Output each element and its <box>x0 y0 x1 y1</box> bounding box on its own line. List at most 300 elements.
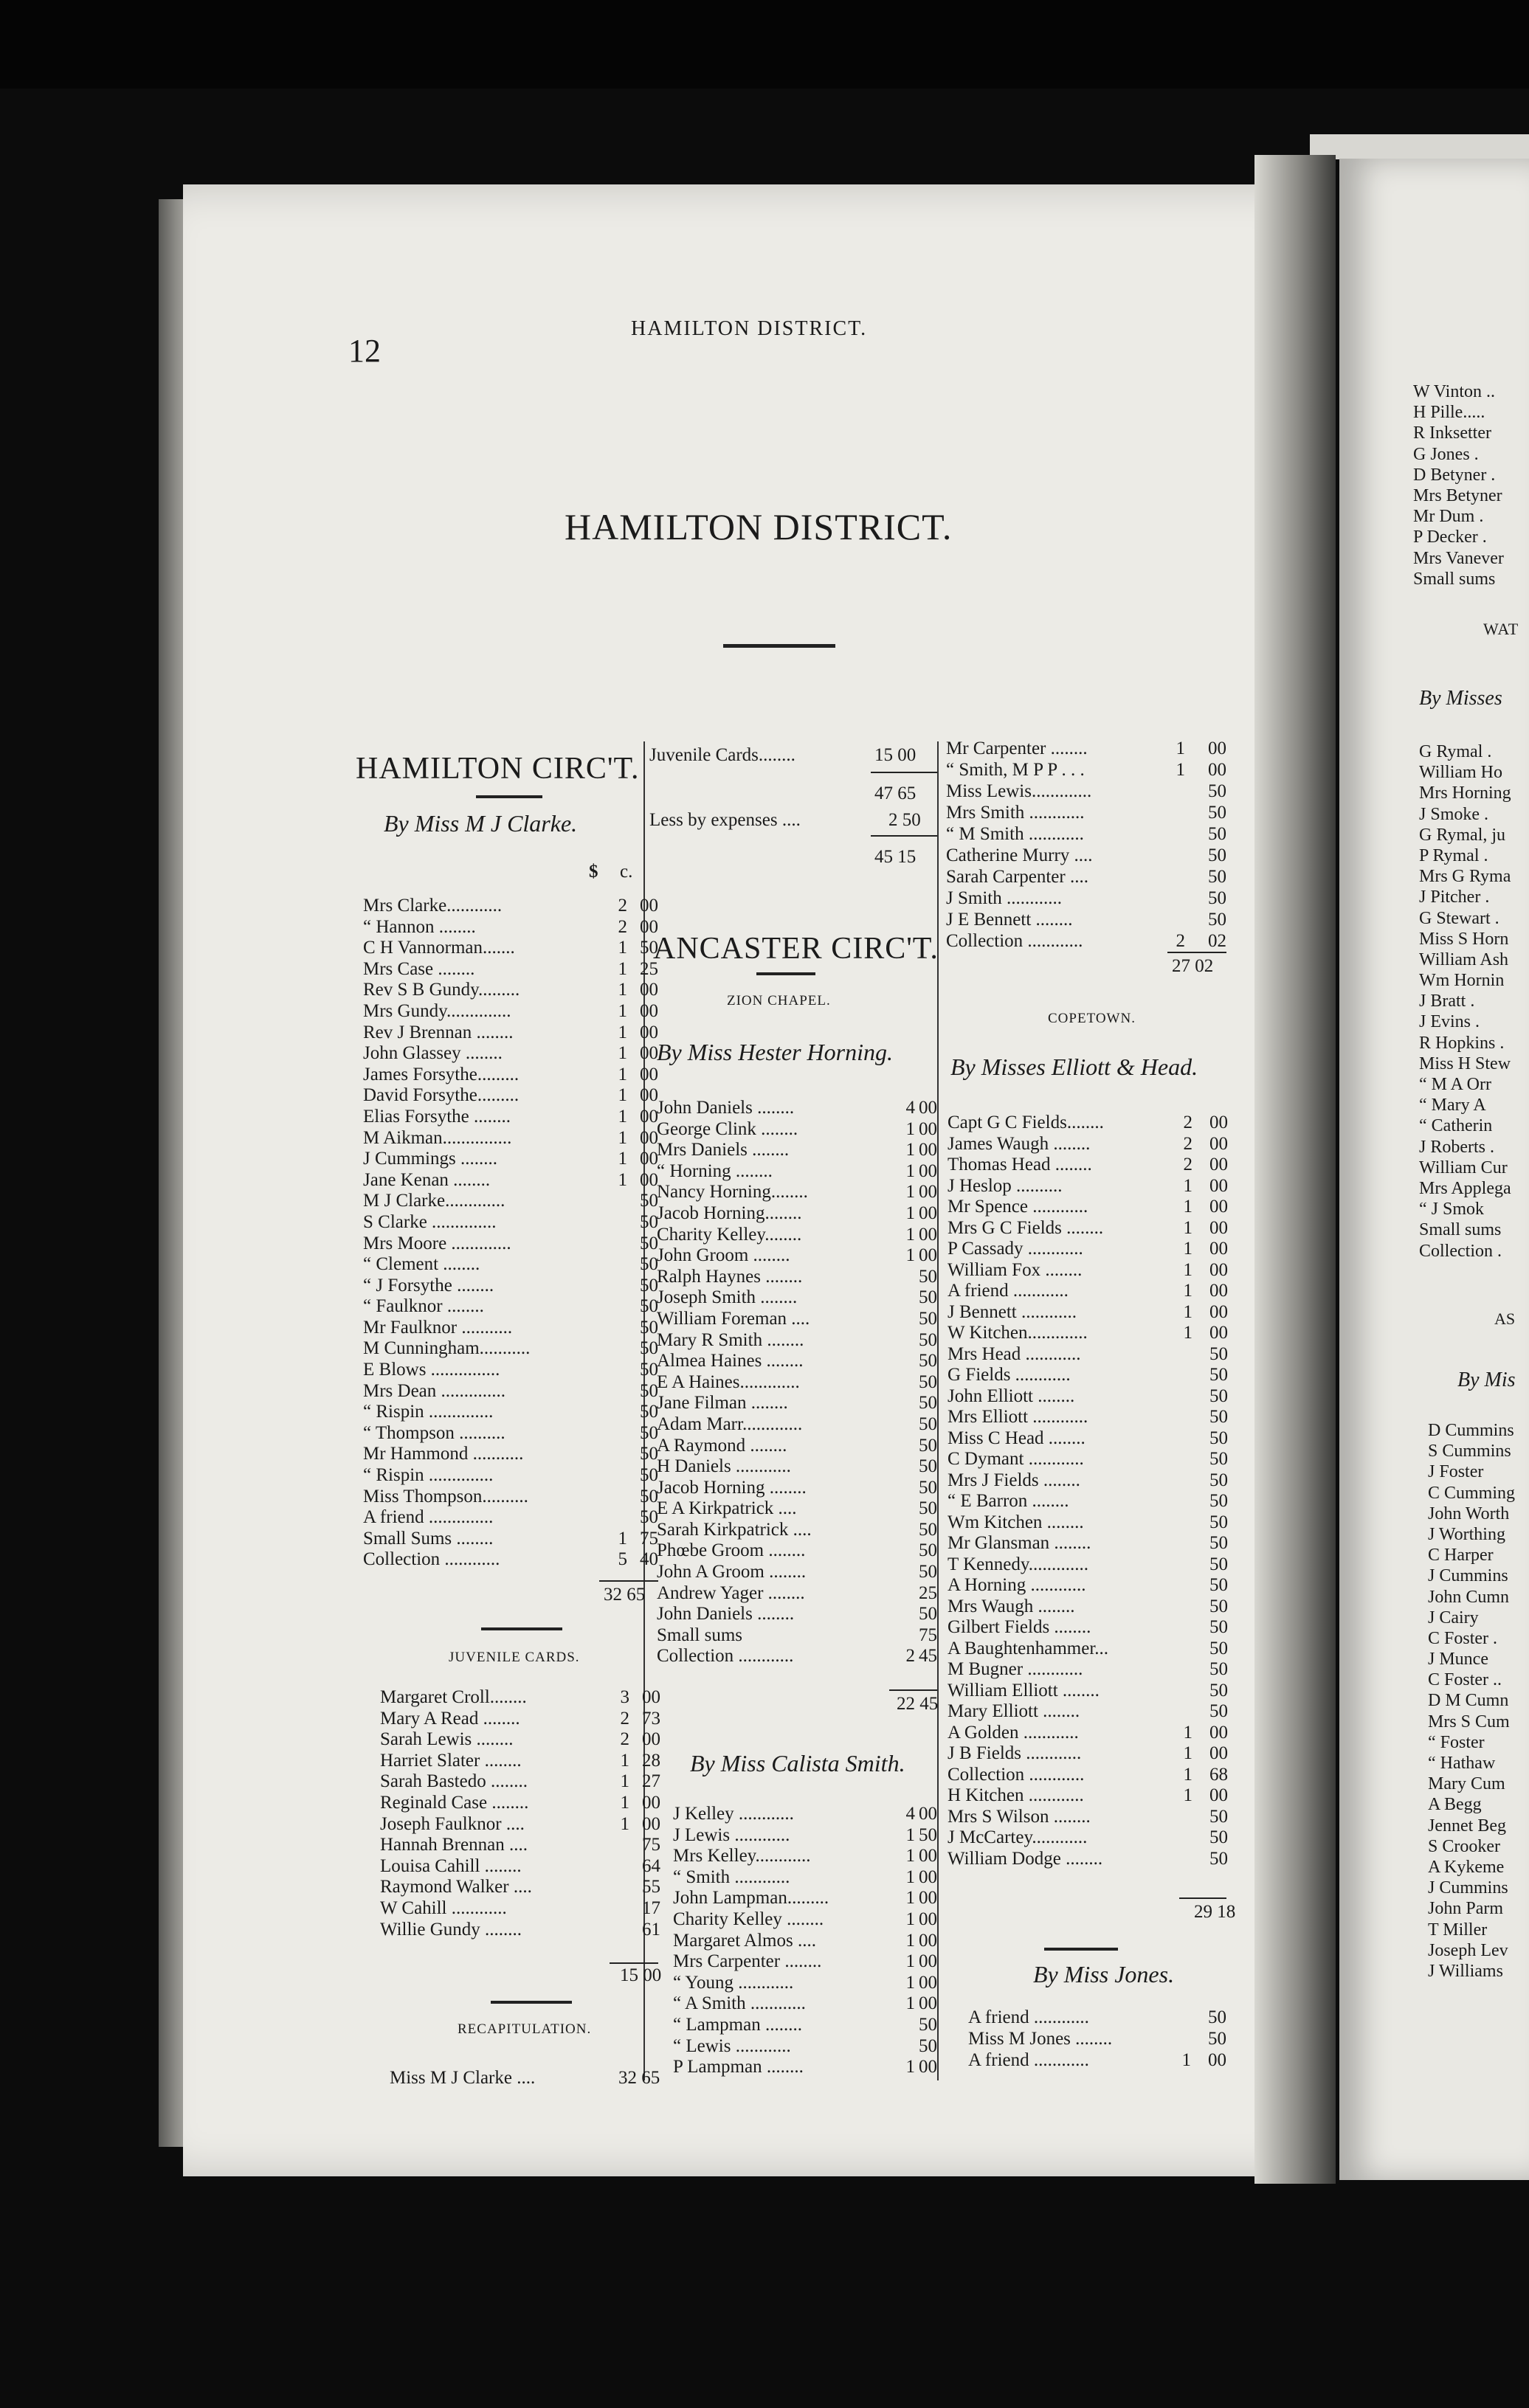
contributor-name: Hannah Brennan .... <box>380 1835 528 1855</box>
cents-label: c. <box>620 862 633 882</box>
contributor-name: “ Clement ........ <box>363 1254 480 1275</box>
total-cents: 00 <box>643 1965 662 1985</box>
amount-dollars: 1 <box>618 1169 627 1190</box>
amount-cents: 50 <box>1208 888 1226 908</box>
ledger-row <box>657 1393 937 1414</box>
right-block-1 <box>1413 381 1529 589</box>
ledger-row <box>380 1898 660 1920</box>
ledger-row <box>673 2036 937 2058</box>
ledger-row <box>948 1596 1228 1618</box>
amount-cents: 73 <box>642 1708 660 1729</box>
amount-cents: 50 <box>1208 781 1226 801</box>
ledger-row <box>948 1743 1228 1765</box>
contributor-name: A Begg <box>1428 1795 1482 1815</box>
amount-cents: 50 <box>919 1498 937 1519</box>
amount-cents: 50 <box>919 1329 937 1350</box>
contributor-name: J E Bennett ........ <box>946 910 1073 930</box>
contributor-name: Mrs Horning <box>1419 783 1511 803</box>
contributor-name: J Kelley ............ <box>673 1804 794 1824</box>
ledger-row <box>1428 1441 1529 1461</box>
ledger-row <box>1419 866 1529 887</box>
ledger-row <box>1428 1836 1529 1857</box>
right-block-2 <box>1419 741 1529 1262</box>
ledger-row <box>657 1520 937 1541</box>
hamilton-circuit-heading: HAMILTON CIRC'T. <box>356 752 640 786</box>
ledger-row <box>948 1407 1228 1428</box>
ledger-row <box>1428 1878 1529 1898</box>
page-number: 12 <box>348 333 381 369</box>
amount-dollars: 45 <box>874 847 893 867</box>
ledger-row <box>657 1414 937 1436</box>
juvenile-cards-line: Juvenile Cards........ <box>649 745 795 765</box>
ledger-row <box>1428 1690 1529 1711</box>
contributor-name: C Foster .. <box>1428 1670 1502 1690</box>
amount-cents: 00 <box>1209 1259 1228 1280</box>
amount-cents: 75 <box>642 1835 660 1855</box>
ledger-row <box>657 1309 937 1330</box>
contributor-name: “ Lampman ........ <box>673 2014 802 2035</box>
amount-cents: 50 <box>1208 2007 1226 2027</box>
amount-cents: 00 <box>919 1098 937 1118</box>
contributor-name: Ralph Haynes ........ <box>657 1266 803 1287</box>
contributor-name: John Worth <box>1428 1504 1510 1523</box>
contributor-name: M J Clarke............. <box>363 1191 505 1211</box>
ledger-row <box>948 1807 1228 1828</box>
contributor-name: Mrs J Fields ........ <box>948 1470 1080 1490</box>
ledger-row <box>948 1701 1228 1723</box>
amount-cents: 50 <box>640 1422 658 1443</box>
amount-cents: 50 <box>640 1254 658 1275</box>
amount-cents: 00 <box>919 1224 937 1245</box>
ledger-row <box>363 959 658 980</box>
amount-dollars: 29 <box>1194 1902 1212 1922</box>
amount-cents: 50 <box>640 938 658 958</box>
contributor-name: Collection ............ <box>363 1549 500 1570</box>
amount-cents: 00 <box>642 1813 660 1834</box>
ledger-row <box>380 1771 660 1793</box>
ledger-row <box>673 1846 937 1867</box>
contributor-name: Mrs Clarke............ <box>363 896 503 916</box>
ledger-row <box>363 1149 658 1170</box>
ledger-row <box>363 1212 658 1234</box>
contributor-name: M Cunningham........... <box>363 1338 531 1359</box>
ledger-row <box>948 1155 1228 1176</box>
contributor-name: T Miller <box>1428 1920 1488 1940</box>
ledger-row <box>380 1920 660 1941</box>
amount-dollars: 1 <box>1183 1217 1193 1238</box>
contributor-name: Thomas Head ........ <box>948 1155 1092 1174</box>
contributor-name: T Kennedy............. <box>948 1554 1088 1574</box>
amount-cents: 50 <box>919 1308 937 1329</box>
amount-cents: 00 <box>640 1043 658 1064</box>
amount-dollars: 1 <box>1183 1175 1193 1196</box>
ledger-row <box>673 1973 937 1994</box>
ledger-row <box>948 1344 1228 1366</box>
ledger-row <box>363 1381 658 1402</box>
amount-cents: 00 <box>1208 738 1226 758</box>
contributor-name: Elias Forsythe ........ <box>363 1106 511 1127</box>
contributor-name: John Glassey ........ <box>363 1043 503 1064</box>
contributor-name: “ M Smith ............ <box>946 824 1084 844</box>
amount-dollars: 1 <box>1183 1323 1193 1343</box>
contributor-name: “ Foster <box>1428 1732 1485 1752</box>
contributor-name: R Inksetter <box>1413 423 1491 443</box>
right-heading-1: WAT <box>1483 620 1519 638</box>
ledger-row <box>968 2007 1226 2028</box>
ledger-row <box>948 1386 1228 1408</box>
contributor-name: D M Cumn <box>1428 1691 1509 1711</box>
amount-dollars: 1 <box>620 1771 629 1792</box>
ledger-row <box>363 1107 658 1128</box>
contributor-name: Louisa Cahill ........ <box>380 1855 522 1876</box>
right-block-3 <box>1428 1420 1529 1982</box>
copetown-heading: COPETOWN. <box>1048 1011 1136 1026</box>
total-rule <box>1179 1897 1226 1899</box>
contributor-name: P Decker . <box>1413 527 1487 547</box>
contributor-name: Sarah Carpenter .... <box>946 867 1088 887</box>
amount-cents: 00 <box>642 1729 660 1750</box>
contributor-name: H Daniels ............ <box>657 1456 791 1477</box>
contributor-name: J Cummins <box>1428 1566 1508 1586</box>
ledger-row <box>1419 1054 1529 1074</box>
contributor-name: Mrs Moore ............. <box>363 1233 511 1253</box>
contributor-name: Willie Gundy ........ <box>380 1919 522 1940</box>
amount-dollars: 2 <box>618 896 627 916</box>
amount-dollars: 1 <box>618 1064 627 1084</box>
contributor-name: J Cummins <box>1428 1878 1508 1898</box>
contributor-name: A friend ............ <box>968 2007 1089 2027</box>
ledger-row <box>946 738 1226 759</box>
amount-cents: 50 <box>1209 1827 1228 1847</box>
amount-dollars: 22 <box>897 1694 915 1714</box>
amount-dollars: 2 <box>620 1708 629 1729</box>
contributor-name: Miss S Horn <box>1419 929 1509 949</box>
ledger-row <box>673 1825 937 1847</box>
amount-dollars: 1 <box>905 1118 915 1139</box>
ledger-row <box>1428 1670 1529 1690</box>
amount-cents: 00 <box>919 1140 937 1160</box>
contributor-name: Mr Carpenter ........ <box>946 738 1088 758</box>
contributor-name: C H Vannorman....... <box>363 938 515 958</box>
contributor-name: Mrs Elliott ............ <box>948 1407 1088 1427</box>
ledger-row <box>657 1372 937 1394</box>
contributor-name: William Foreman .... <box>657 1308 810 1329</box>
contributor-name: J Evins . <box>1419 1012 1480 1032</box>
ledger-row <box>657 1182 937 1203</box>
ledger-row <box>1428 1483 1529 1504</box>
contributor-name: “ Young ............ <box>673 1972 794 1993</box>
ledger-row <box>363 1296 658 1318</box>
contributor-name: G Stewart . <box>1419 908 1499 928</box>
amount-dollars: 4 <box>905 1098 915 1118</box>
contributor-name: Mary A Read ........ <box>380 1708 520 1729</box>
section-rule <box>481 1627 562 1630</box>
book-gutter <box>1254 155 1336 2184</box>
ledger-row <box>1419 1219 1529 1240</box>
ledger-row <box>380 1793 660 1814</box>
ledger-row <box>1419 1033 1529 1054</box>
ledger-row <box>1419 1095 1529 1115</box>
ledger-row <box>948 1239 1228 1260</box>
amount-dollars: 1 <box>905 1182 915 1203</box>
contributor-name: John Daniels ........ <box>657 1604 795 1625</box>
contributor-name: R Hopkins . <box>1419 1033 1505 1053</box>
contributor-name: Mrs G Ryma <box>1419 867 1511 887</box>
amount-cents: 00 <box>919 2057 937 2077</box>
amount-cents: 50 <box>640 1402 658 1422</box>
heading-rule <box>476 795 542 798</box>
ancaster-cont-total <box>1172 956 1213 977</box>
ledger-row <box>657 1436 937 1457</box>
amount-dollars: 1 <box>905 1993 915 2014</box>
amount-dollars: 1 <box>618 1043 627 1064</box>
ledger-row <box>1419 804 1529 825</box>
copetown-list <box>948 1113 1228 1869</box>
ledger-row <box>1428 1774 1529 1794</box>
ledger-row <box>948 1176 1228 1197</box>
amount-cents: 45 <box>919 1694 939 1714</box>
ledger-row <box>363 1191 658 1212</box>
contributor-name: J Roberts . <box>1419 1137 1494 1157</box>
contributor-name: William Ho <box>1419 763 1503 783</box>
running-head: HAMILTON DISTRICT. <box>631 317 868 340</box>
amount-dollars: 1 <box>618 938 627 958</box>
amount-dollars: 1 <box>618 1528 627 1549</box>
contributor-name: Sarah Lewis ........ <box>380 1729 514 1750</box>
contributor-name: J Pitcher . <box>1419 888 1490 907</box>
contributor-name: Harriet Slater ........ <box>380 1750 522 1771</box>
right-byline-1: By Misses <box>1419 687 1502 710</box>
contributor-name: Mrs Smith ............ <box>946 803 1085 823</box>
ledger-row <box>1428 1920 1529 1940</box>
contributor-name: S Clarke .............. <box>363 1211 497 1232</box>
amount-cents: 00 <box>1209 1323 1228 1343</box>
ledger-row <box>380 1835 660 1856</box>
contributor-name: Jane Filman ........ <box>657 1393 788 1414</box>
contributor-name: John A Groom ........ <box>657 1562 807 1582</box>
contributor-name: Mary Elliott ........ <box>948 1701 1080 1721</box>
ledger-row <box>1428 1565 1529 1586</box>
contributor-name: Collection ............ <box>948 1764 1085 1785</box>
subtotal <box>874 783 916 804</box>
ledger-row <box>657 1604 937 1625</box>
zion-chapel-heading: ZION CHAPEL. <box>727 993 831 1008</box>
contributor-name: “ Hannon ........ <box>363 916 476 937</box>
ledger-row <box>673 1931 937 1952</box>
ledger-row <box>363 1065 658 1086</box>
amount-dollars: 5 <box>618 1549 627 1570</box>
ledger-row <box>946 781 1226 802</box>
amount-dollars: 1 <box>905 1824 915 1845</box>
amount-cents: 00 <box>642 1687 660 1707</box>
juvenile-cards-heading: JUVENILE CARDS. <box>449 1650 580 1665</box>
amount-cents: 00 <box>1209 1197 1228 1217</box>
amount-cents: 50 <box>1209 1659 1228 1679</box>
contributor-name: D Cummins <box>1428 1421 1514 1440</box>
ledger-row <box>380 1687 660 1709</box>
zion-list <box>657 1098 937 1667</box>
amount-cents: 50 <box>919 1287 937 1308</box>
amount-dollars: 1 <box>905 1909 915 1929</box>
total-cents: 65 <box>641 2068 660 2088</box>
contributor-name: “ Faulknor ........ <box>363 1296 484 1317</box>
contributor-name: Mr Hammond ........... <box>363 1444 524 1464</box>
contributor-name: Mr Spence ............ <box>948 1197 1088 1217</box>
ledger-row <box>1413 423 1529 443</box>
ledger-row <box>657 1287 937 1309</box>
ledger-row <box>657 1225 937 1246</box>
ledger-row <box>380 1814 660 1836</box>
ledger-row <box>380 1856 660 1878</box>
contributor-name: W Kitchen............. <box>948 1323 1088 1343</box>
amount-cents: 00 <box>919 1993 937 2014</box>
amount-cents: 50 <box>640 1380 658 1401</box>
contributor-name: William Dodge ........ <box>948 1848 1103 1869</box>
amount-dollars: 1 <box>618 980 627 1000</box>
contributor-name: John Parm <box>1428 1899 1503 1919</box>
amount-cents: 00 <box>640 1106 658 1127</box>
amount-dollars: 2 <box>888 810 898 830</box>
contributor-name: William Cur <box>1419 1158 1508 1177</box>
ledger-row <box>380 1709 660 1730</box>
contributor-name: James Forsythe......... <box>363 1064 520 1084</box>
amount-dollars: 1 <box>1183 1239 1193 1259</box>
contributor-name: Miss Thompson.......... <box>363 1486 528 1506</box>
section-rule <box>491 2001 572 2004</box>
amount-dollars: 1 <box>1176 738 1185 758</box>
contributor-name: Mrs Vanever <box>1413 548 1504 568</box>
ledger-row <box>1428 1940 1529 1961</box>
amount-cents: 00 <box>919 1846 937 1866</box>
ledger-row <box>673 1888 937 1909</box>
contributor-name: George Clink ........ <box>657 1118 798 1139</box>
ledger-row <box>946 909 1226 930</box>
byline-elliott-head: By Misses Elliott & Head. <box>950 1054 1198 1080</box>
contributor-name: “ J Forsythe ........ <box>363 1275 494 1295</box>
contributor-name: C Harper <box>1428 1546 1494 1565</box>
amount-cents: 50 <box>1209 1533 1228 1553</box>
amount-cents: 50 <box>1209 1701 1228 1721</box>
ledger-row <box>1428 1608 1529 1628</box>
ledger-row <box>657 1245 937 1267</box>
amount-dollars: 1 <box>905 1951 915 1972</box>
contributor-name: J Bennett ............ <box>948 1301 1077 1322</box>
amount-cents: 50 <box>1209 1343 1228 1364</box>
total-rule <box>871 835 937 837</box>
ledger-row <box>1413 381 1529 402</box>
contributor-name: William Fox ........ <box>948 1259 1083 1280</box>
ledger-row <box>673 1804 937 1825</box>
amount-cents: 61 <box>642 1919 660 1940</box>
ledger-row <box>363 917 658 938</box>
contributor-name: Raymond Walker .... <box>380 1877 532 1897</box>
contributor-name: Joseph Lev <box>1428 1940 1508 1960</box>
ledger-row <box>946 759 1226 781</box>
ledger-row <box>948 1659 1228 1681</box>
amount-cents: 00 <box>640 1000 658 1021</box>
ledger-row <box>363 1318 658 1339</box>
amount-cents: 50 <box>1208 867 1226 887</box>
ledger-row <box>673 2015 937 2036</box>
less-expenses-amount <box>888 810 921 831</box>
contributor-name: E Blows ............... <box>363 1360 500 1380</box>
contributor-name: Jennet Beg <box>1428 1816 1506 1836</box>
amount-cents: 00 <box>919 1160 937 1181</box>
ledger-row <box>380 1751 660 1772</box>
amount-cents: 50 <box>1209 1806 1228 1827</box>
contributor-name: Mr Glansman ........ <box>948 1533 1091 1553</box>
contributor-name: Wm Kitchen ........ <box>948 1512 1084 1532</box>
amount-cents: 00 <box>640 1022 658 1042</box>
amount-cents: 50 <box>640 1317 658 1338</box>
amount-dollars: 1 <box>618 1149 627 1169</box>
amount-dollars: 2 <box>905 1646 915 1667</box>
ledger-row <box>1419 1115 1529 1136</box>
amount-cents: 50 <box>640 1465 658 1486</box>
amount-dollars: 1 <box>1181 2050 1191 2070</box>
contributor-name: Capt G C Fields........ <box>948 1113 1104 1132</box>
contributor-name: Small sums <box>1419 1220 1502 1240</box>
contributor-name: Gilbert Fields ........ <box>948 1617 1091 1637</box>
ledger-row <box>948 1260 1228 1281</box>
amount-dollars: 1 <box>618 1000 627 1021</box>
ledger-row <box>948 1491 1228 1512</box>
amount-dollars: 1 <box>905 1846 915 1866</box>
ledger-row <box>363 1234 658 1255</box>
ledger-row <box>1428 1857 1529 1878</box>
ledger-row <box>1428 1712 1529 1732</box>
amount-cents: 00 <box>897 745 917 765</box>
ledger-row <box>1419 741 1529 762</box>
ledger-row <box>948 1681 1228 1702</box>
contributor-name: W Vinton .. <box>1413 382 1496 401</box>
amount-cents: 50 <box>1209 1385 1228 1406</box>
contributor-name: Rev S B Gundy......... <box>363 980 520 1000</box>
amount-cents: 00 <box>919 1804 937 1824</box>
heading-rule <box>756 972 815 975</box>
contributor-name: “ Smith ............ <box>673 1866 790 1887</box>
byline-horning: By Miss Hester Horning. <box>657 1039 893 1065</box>
ledger-row <box>1413 444 1529 465</box>
ledger-row <box>657 1498 937 1520</box>
smith-list <box>673 1804 937 2078</box>
contributor-name: C Dymant ............ <box>948 1449 1084 1469</box>
amount-cents: 00 <box>1209 1239 1228 1259</box>
amount-dollars: 1 <box>905 1888 915 1909</box>
amount-cents: 50 <box>1208 845 1226 865</box>
contributor-name: Mrs Kelley............ <box>673 1846 811 1866</box>
amount-cents: 50 <box>1209 1365 1228 1385</box>
amount-cents: 50 <box>1209 1428 1228 1448</box>
amount-cents: 00 <box>1209 1217 1228 1238</box>
contributor-name: E A Kirkpatrick .... <box>657 1498 797 1519</box>
total-dollars: 15 <box>620 1965 638 1985</box>
amount-dollars: 1 <box>1183 1301 1193 1322</box>
amount-cents: 50 <box>919 2014 937 2035</box>
amount-cents: 00 <box>640 1085 658 1106</box>
ledger-row <box>1428 1524 1529 1545</box>
contributor-name: Margaret Almos .... <box>673 1930 816 1951</box>
ledger-row <box>1413 485 1529 506</box>
amount-cents: 00 <box>919 1118 937 1139</box>
ledger-row <box>1413 569 1529 589</box>
amount-dollars: 2 <box>1183 1155 1193 1174</box>
contributor-name: W Cahill ............ <box>380 1897 507 1918</box>
contributor-name: J Bratt . <box>1419 992 1475 1011</box>
amount-dollars: 1 <box>1183 1722 1193 1743</box>
amount-cents: 50 <box>919 1477 937 1498</box>
amount-cents: 00 <box>919 1951 937 1972</box>
